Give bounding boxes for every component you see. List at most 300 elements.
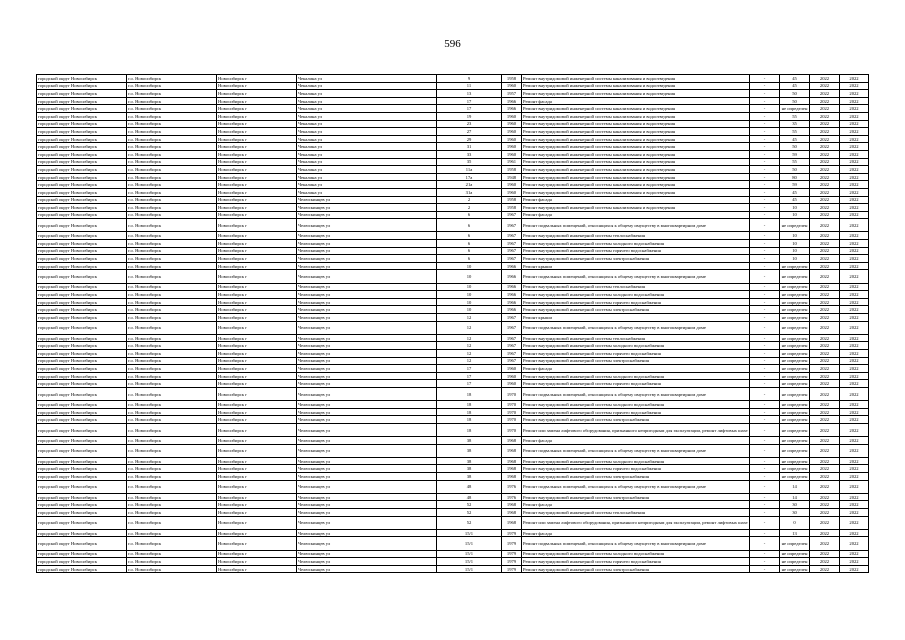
cell-locality: Новосибирск г (217, 173, 297, 181)
cell-settlement: г.о. Новосибирск (127, 537, 217, 550)
cell-street: Чекалина ул (297, 82, 437, 90)
cell-municipality: городской округ Новосибирск (37, 357, 127, 365)
cell-year-start: 2022 (810, 365, 840, 373)
cell-year-start: 2022 (810, 465, 840, 473)
cell-house-number: 17 (437, 105, 502, 113)
table-row (37, 204, 869, 212)
cell-year-start: 2022 (810, 380, 840, 388)
cell-year-start: 2022 (810, 143, 840, 151)
cell-municipality: городской округ Новосибирск (37, 457, 127, 465)
table-row (37, 188, 869, 196)
cell-year-end: 2022 (840, 298, 869, 306)
cell-work-type: Ремонт внутридомовой инженерной системы электроснабжения (522, 416, 750, 424)
cell-street: Чекалина ул (297, 75, 437, 83)
cell-house-number: 17 (437, 372, 502, 380)
cell-dash: - (750, 196, 780, 204)
cell-house-number: 6 (437, 247, 502, 255)
cell-locality: Новосибирск г (217, 529, 297, 537)
cell-work-type: Ремонт подвальных помещений, относящихся к общему имуществу в многоквартирном доме (522, 444, 750, 457)
cell-build-year: 1960 (502, 82, 522, 90)
cell-cost: не определен (780, 283, 810, 291)
cell-build-year: 1960 (502, 150, 522, 158)
cell-municipality: городской округ Новосибирск (37, 509, 127, 517)
cell-dash: - (750, 211, 780, 219)
table-row (37, 480, 869, 493)
cell-street: Чекалина ул (297, 158, 437, 166)
cell-dash: - (750, 82, 780, 90)
cell-work-type: Ремонт внутридомовой инженерной системы холодного водоснабжения (522, 342, 750, 350)
cell-cost: 13 (780, 529, 810, 537)
cell-street: Челюскинцев ул (297, 357, 437, 365)
cell-municipality: городской округ Новосибирск (37, 387, 127, 400)
cell-work-type: Ремонт внутридомовой инженерной системы холодного водоснабжения (522, 457, 750, 465)
cell-settlement: г.о. Новосибирск (127, 143, 217, 151)
cell-work-type: Ремонт внутридомовой инженерной системы электроснабжения (522, 493, 750, 501)
cell-street: Челюскинцев ул (297, 509, 437, 517)
cell-settlement: г.о. Новосибирск (127, 75, 217, 83)
table-row (37, 120, 869, 128)
cell-build-year: 1958 (502, 196, 522, 204)
cell-settlement: г.о. Новосибирск (127, 166, 217, 174)
cell-build-year: 1970 (502, 408, 522, 416)
cell-work-type: Ремонт внутридомовой инженерной системы горячего водоснабжения (522, 380, 750, 388)
cell-year-start: 2022 (810, 90, 840, 98)
cell-settlement: г.о. Новосибирск (127, 516, 217, 529)
cell-build-year: 1970 (502, 416, 522, 424)
cell-house-number: 35 (437, 158, 502, 166)
cell-municipality: городской округ Новосибирск (37, 408, 127, 416)
cell-municipality: городской округ Новосибирск (37, 232, 127, 240)
cell-municipality: городской округ Новосибирск (37, 158, 127, 166)
cell-cost: не определен (780, 565, 810, 573)
cell-street: Челюскинцев ул (297, 465, 437, 473)
table-row (37, 82, 869, 90)
cell-settlement: г.о. Новосибирск (127, 334, 217, 342)
cell-settlement: г.о. Новосибирск (127, 480, 217, 493)
cell-street: Чекалина ул (297, 166, 437, 174)
cell-locality: Новосибирск г (217, 150, 297, 158)
cell-municipality: городской округ Новосибирск (37, 75, 127, 83)
cell-municipality: городской округ Новосибирск (37, 291, 127, 299)
table-row (37, 493, 869, 501)
cell-year-end: 2022 (840, 240, 869, 248)
cell-dash: - (750, 565, 780, 573)
cell-dash: - (750, 90, 780, 98)
cell-cost: не определен (780, 219, 810, 232)
cell-locality: Новосибирск г (217, 105, 297, 113)
cell-locality: Новосибирск г (217, 211, 297, 219)
cell-year-end: 2022 (840, 480, 869, 493)
cell-house-number: 38 (437, 444, 502, 457)
cell-street: Челюскинцев ул (297, 211, 437, 219)
cell-dash: - (750, 437, 780, 445)
table-row (37, 334, 869, 342)
cell-year-end: 2022 (840, 509, 869, 517)
cell-dash: - (750, 516, 780, 529)
cell-build-year: 1970 (502, 423, 522, 436)
cell-street: Челюскинцев ул (297, 423, 437, 436)
cell-year-start: 2022 (810, 401, 840, 409)
cell-year-end: 2022 (840, 173, 869, 181)
cell-street: Челюскинцев ул (297, 306, 437, 314)
cell-dash: - (750, 181, 780, 189)
cell-locality: Новосибирск г (217, 283, 297, 291)
cell-year-end: 2022 (840, 493, 869, 501)
cell-locality: Новосибирск г (217, 537, 297, 550)
cell-work-type: Ремонт подвальных помещений, относящихся к общему имуществу в многоквартирном доме (522, 537, 750, 550)
table-row (37, 75, 869, 83)
cell-work-type: Ремонт внутридомовой инженерной системы канализования и водоотведения (522, 166, 750, 174)
cell-year-start: 2022 (810, 334, 840, 342)
cell-year-end: 2022 (840, 423, 869, 436)
cell-settlement: г.о. Новосибирск (127, 283, 217, 291)
cell-build-year: 1967 (502, 247, 522, 255)
cell-year-start: 2022 (810, 444, 840, 457)
cell-dash: - (750, 298, 780, 306)
table-row (37, 473, 869, 481)
cell-work-type: Ремонт фасада (522, 529, 750, 537)
cell-cost: не определен (780, 262, 810, 270)
cell-settlement: г.о. Новосибирск (127, 128, 217, 136)
cell-street: Челюскинцев ул (297, 334, 437, 342)
cell-street: Чекалина ул (297, 181, 437, 189)
cell-street: Челюскинцев ул (297, 387, 437, 400)
table-row (37, 314, 869, 322)
cell-year-end: 2022 (840, 465, 869, 473)
cell-work-type: Ремонт подвальных помещений, относящихся к общему имуществу в многоквартирном доме (522, 270, 750, 283)
cell-work-type: Ремонт фасада (522, 97, 750, 105)
cell-house-number: 17а (437, 173, 502, 181)
cell-house-number: 12 (437, 349, 502, 357)
cell-cost: не определен (780, 357, 810, 365)
table-row (37, 105, 869, 113)
cell-house-number: 12 (437, 321, 502, 334)
cell-house-number: 11а (437, 166, 502, 174)
cell-house-number: 11 (437, 82, 502, 90)
cell-locality: Новосибирск г (217, 262, 297, 270)
table-row (37, 158, 869, 166)
cell-street: Челюскинцев ул (297, 232, 437, 240)
cell-street: Челюскинцев ул (297, 558, 437, 566)
cell-locality: Новосибирск г (217, 473, 297, 481)
cell-municipality: городской округ Новосибирск (37, 128, 127, 136)
cell-house-number: 48 (437, 493, 502, 501)
cell-cost: не определен (780, 416, 810, 424)
cell-locality: Новосибирск г (217, 380, 297, 388)
cell-year-end: 2022 (840, 262, 869, 270)
cell-build-year: 1968 (502, 516, 522, 529)
cell-settlement: г.о. Новосибирск (127, 211, 217, 219)
cell-dash: - (750, 457, 780, 465)
cell-street: Челюскинцев ул (297, 321, 437, 334)
cell-work-type: Ремонт внутридомовой инженерной системы канализования и водоотведения (522, 128, 750, 136)
cell-build-year: 1966 (502, 105, 522, 113)
cell-municipality: городской округ Новосибирск (37, 516, 127, 529)
cell-locality: Новосибирск г (217, 135, 297, 143)
cell-cost: 35 (780, 120, 810, 128)
cell-settlement: г.о. Новосибирск (127, 365, 217, 373)
cell-locality: Новосибирск г (217, 82, 297, 90)
cell-year-start: 2022 (810, 120, 840, 128)
cell-street: Челюскинцев ул (297, 219, 437, 232)
cell-year-end: 2022 (840, 120, 869, 128)
cell-settlement: г.о. Новосибирск (127, 112, 217, 120)
cell-house-number: 10 (437, 298, 502, 306)
cell-street: Челюскинцев ул (297, 473, 437, 481)
cell-build-year: 1960 (502, 181, 522, 189)
cell-dash: - (750, 334, 780, 342)
cell-dash: - (750, 255, 780, 263)
cell-dash: - (750, 537, 780, 550)
cell-year-start: 2022 (810, 219, 840, 232)
cell-dash: - (750, 314, 780, 322)
table-row (37, 255, 869, 263)
cell-dash: - (750, 158, 780, 166)
cell-cost: не определен (780, 105, 810, 113)
cell-street: Челюскинцев ул (297, 480, 437, 493)
cell-municipality: городской округ Новосибирск (37, 444, 127, 457)
cell-year-end: 2022 (840, 516, 869, 529)
cell-work-type: Ремонт внутридомовой инженерной системы теплоснабжения (522, 283, 750, 291)
cell-year-start: 2022 (810, 298, 840, 306)
cell-year-end: 2022 (840, 401, 869, 409)
cell-house-number: 18 (437, 416, 502, 424)
cell-locality: Новосибирск г (217, 196, 297, 204)
cell-cost: 30 (780, 501, 810, 509)
cell-settlement: г.о. Новосибирск (127, 82, 217, 90)
cell-settlement: г.о. Новосибирск (127, 372, 217, 380)
cell-cost: не определен (780, 342, 810, 350)
cell-cost: не определен (780, 306, 810, 314)
cell-year-end: 2022 (840, 150, 869, 158)
cell-cost: не определен (780, 550, 810, 558)
cell-year-end: 2022 (840, 380, 869, 388)
cell-build-year: 1968 (502, 473, 522, 481)
cell-municipality: городской округ Новосибирск (37, 196, 127, 204)
cell-year-start: 2022 (810, 437, 840, 445)
cell-house-number: 48 (437, 480, 502, 493)
cell-settlement: г.о. Новосибирск (127, 219, 217, 232)
cell-locality: Новосибирск г (217, 509, 297, 517)
cell-street: Челюскинцев ул (297, 342, 437, 350)
cell-street: Челюскинцев ул (297, 349, 437, 357)
cell-locality: Новосибирск г (217, 247, 297, 255)
cell-build-year: 1967 (502, 314, 522, 322)
cell-work-type: Ремонт внутридомовой инженерной системы электроснабжения (522, 473, 750, 481)
cell-municipality: городской округ Новосибирск (37, 529, 127, 537)
cell-year-start: 2022 (810, 204, 840, 212)
cell-house-number: 18 (437, 408, 502, 416)
cell-cost: 30 (780, 509, 810, 517)
cell-cost: не определен (780, 408, 810, 416)
cell-street: Челюскинцев ул (297, 444, 437, 457)
cell-dash: - (750, 232, 780, 240)
cell-work-type: Ремонт фасада (522, 211, 750, 219)
cell-street: Челюскинцев ул (297, 529, 437, 537)
cell-locality: Новосибирск г (217, 516, 297, 529)
cell-year-start: 2022 (810, 291, 840, 299)
cell-year-start: 2022 (810, 565, 840, 573)
cell-cost: 0 (780, 516, 810, 529)
cell-build-year: 1976 (502, 493, 522, 501)
cell-dash: - (750, 401, 780, 409)
cell-locality: Новосибирск г (217, 465, 297, 473)
cell-year-end: 2022 (840, 537, 869, 550)
cell-settlement: г.о. Новосибирск (127, 387, 217, 400)
cell-build-year: 1967 (502, 211, 522, 219)
cell-street: Челюскинцев ул (297, 196, 437, 204)
cell-cost: не определен (780, 444, 810, 457)
cell-year-start: 2022 (810, 112, 840, 120)
cell-work-type: Ремонт внутридомовой инженерной системы канализования и водоотведения (522, 90, 750, 98)
cell-dash: - (750, 372, 780, 380)
cell-build-year: 1967 (502, 321, 522, 334)
cell-locality: Новосибирск г (217, 270, 297, 283)
cell-year-start: 2022 (810, 128, 840, 136)
cell-locality: Новосибирск г (217, 255, 297, 263)
cell-build-year: 1960 (502, 135, 522, 143)
cell-dash: - (750, 128, 780, 136)
cell-build-year: 1967 (502, 342, 522, 350)
cell-municipality: городской округ Новосибирск (37, 211, 127, 219)
cell-year-end: 2022 (840, 90, 869, 98)
cell-work-type: Ремонт внутридомовой инженерной системы электроснабжения (522, 306, 750, 314)
table-row (37, 565, 869, 573)
cell-house-number: 2 (437, 196, 502, 204)
cell-settlement: г.о. Новосибирск (127, 565, 217, 573)
cell-cost: не определен (780, 380, 810, 388)
cell-work-type: Ремонт подвальных помещений, относящихся к общему имуществу в многоквартирном доме (522, 219, 750, 232)
cell-work-type: Ремонт внутридомовой инженерной системы горячего водоснабжения (522, 247, 750, 255)
cell-year-start: 2022 (810, 480, 840, 493)
cell-house-number: 27 (437, 128, 502, 136)
cell-municipality: городской округ Новосибирск (37, 423, 127, 436)
table-row (37, 270, 869, 283)
cell-work-type: Ремонт внутридомовой инженерной системы канализования и водоотведения (522, 112, 750, 120)
table-row (37, 349, 869, 357)
cell-year-end: 2022 (840, 342, 869, 350)
cell-locality: Новосибирск г (217, 365, 297, 373)
cell-settlement: г.о. Новосибирск (127, 349, 217, 357)
cell-locality: Новосибирск г (217, 342, 297, 350)
cell-settlement: г.о. Новосибирск (127, 120, 217, 128)
cell-municipality: городской округ Новосибирск (37, 372, 127, 380)
cell-year-start: 2022 (810, 457, 840, 465)
cell-locality: Новосибирск г (217, 181, 297, 189)
cell-year-start: 2022 (810, 247, 840, 255)
cell-municipality: городской округ Новосибирск (37, 550, 127, 558)
cell-house-number: 9 (437, 75, 502, 83)
cell-municipality: городской округ Новосибирск (37, 298, 127, 306)
cell-municipality: городской округ Новосибирск (37, 493, 127, 501)
cell-work-type: Ремонт внутридомовой инженерной системы электроснабжения (522, 255, 750, 263)
cell-year-end: 2022 (840, 105, 869, 113)
cell-street: Челюскинцев ул (297, 416, 437, 424)
cell-municipality: городской округ Новосибирск (37, 97, 127, 105)
cell-settlement: г.о. Новосибирск (127, 501, 217, 509)
repair-schedule-table (36, 74, 869, 573)
cell-build-year: 1979 (502, 537, 522, 550)
cell-build-year: 1948 (502, 173, 522, 181)
cell-build-year: 1966 (502, 298, 522, 306)
table-row (37, 321, 869, 334)
table-row (37, 550, 869, 558)
cell-settlement: г.о. Новосибирск (127, 135, 217, 143)
cell-work-type: Ремонт внутридомовой инженерной системы канализования и водоотведения (522, 120, 750, 128)
cell-cost: не определен (780, 270, 810, 283)
cell-municipality: городской округ Новосибирск (37, 204, 127, 212)
cell-year-start: 2022 (810, 240, 840, 248)
cell-locality: Новосибирск г (217, 558, 297, 566)
cell-municipality: городской округ Новосибирск (37, 342, 127, 350)
cell-cost: 10 (780, 247, 810, 255)
cell-house-number: 38 (437, 457, 502, 465)
cell-house-number: 15/1 (437, 565, 502, 573)
cell-house-number: 17 (437, 365, 502, 373)
cell-year-start: 2022 (810, 306, 840, 314)
cell-settlement: г.о. Новосибирск (127, 150, 217, 158)
cell-cost: 59 (780, 150, 810, 158)
cell-build-year: 1958 (502, 204, 522, 212)
cell-municipality: городской округ Новосибирск (37, 416, 127, 424)
cell-cost: не определен (780, 372, 810, 380)
cell-settlement: г.о. Новосибирск (127, 97, 217, 105)
cell-work-type: Ремонт внутридомовой инженерной системы электроснабжения (522, 357, 750, 365)
table-row (37, 90, 869, 98)
cell-locality: Новосибирск г (217, 120, 297, 128)
cell-year-start: 2022 (810, 416, 840, 424)
cell-house-number: 17 (437, 97, 502, 105)
table-row (37, 465, 869, 473)
table-row (37, 306, 869, 314)
cell-street: Челюскинцев ул (297, 457, 437, 465)
cell-dash: - (750, 357, 780, 365)
cell-year-end: 2022 (840, 349, 869, 357)
cell-house-number: 23 (437, 120, 502, 128)
cell-dash: - (750, 97, 780, 105)
cell-work-type: Ремонт внутридомовой инженерной системы холодного водоснабжения (522, 240, 750, 248)
table-body (37, 75, 869, 573)
cell-build-year: 1970 (502, 401, 522, 409)
cell-dash: - (750, 342, 780, 350)
cell-cost: 45 (780, 188, 810, 196)
cell-street: Челюскинцев ул (297, 255, 437, 263)
cell-cost: 50 (780, 97, 810, 105)
cell-settlement: г.о. Новосибирск (127, 401, 217, 409)
cell-house-number: 10 (437, 283, 502, 291)
cell-house-number: 38 (437, 473, 502, 481)
cell-municipality: городской округ Новосибирск (37, 480, 127, 493)
cell-work-type: Ремонт внутридомовой инженерной системы теплоснабжения (522, 334, 750, 342)
cell-municipality: городской округ Новосибирск (37, 188, 127, 196)
cell-municipality: городской округ Новосибирск (37, 283, 127, 291)
cell-house-number: 31 (437, 143, 502, 151)
cell-build-year: 1960 (502, 112, 522, 120)
cell-municipality: городской округ Новосибирск (37, 465, 127, 473)
cell-street: Чекалина ул (297, 188, 437, 196)
cell-locality: Новосибирск г (217, 240, 297, 248)
cell-dash: - (750, 143, 780, 151)
cell-year-start: 2022 (810, 158, 840, 166)
cell-municipality: городской округ Новосибирск (37, 501, 127, 509)
cell-cost: не определен (780, 291, 810, 299)
cell-cost: 55 (780, 128, 810, 136)
cell-municipality: городской округ Новосибирск (37, 437, 127, 445)
table-row (37, 298, 869, 306)
cell-dash: - (750, 365, 780, 373)
cell-settlement: г.о. Новосибирск (127, 416, 217, 424)
cell-year-start: 2022 (810, 232, 840, 240)
